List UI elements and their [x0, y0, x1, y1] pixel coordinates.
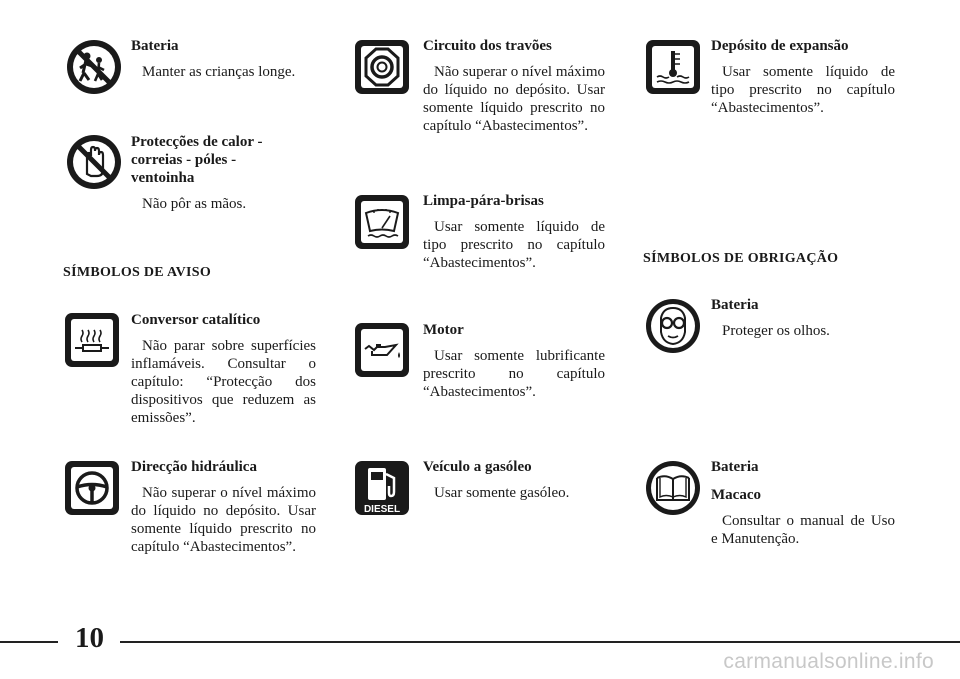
entry-direccao: [131, 458, 316, 556]
entry-title: Limpa-pára-brisas: [423, 193, 544, 209]
entry-title: Conversor catalítico: [131, 312, 261, 328]
hand-prohibited-icon: [66, 134, 122, 190]
windscreen-washer-icon: [354, 194, 410, 250]
page-number: 10: [75, 622, 104, 654]
watermark: carmanualsonline.info: [723, 650, 934, 673]
entry-title: Bateria: [711, 459, 759, 475]
entry-body: Proteger os olhos.: [722, 323, 830, 339]
entry-gasoleo: [423, 458, 605, 502]
entry-body: Usar somente líquido de tipo prescrito no capítulo “Abastecimentos”.: [423, 219, 605, 271]
brake-circuit-icon: [354, 39, 410, 95]
entry-title: Direcção hidráulica: [131, 459, 257, 475]
entry-title-2: Macaco: [711, 487, 761, 503]
entry-limpa: [423, 192, 605, 272]
entry-body: Não superar o nível máximo do líquido no depósito. Usar somente líquido prescrito no capítulo “Abastecimentos”.: [423, 64, 605, 134]
entry-title: Depósito de expansão: [711, 38, 849, 54]
manual-book-icon: [645, 460, 701, 516]
entry-title: Bateria: [131, 38, 179, 54]
children-prohibited-icon: [66, 39, 122, 95]
footer-rule-left: [0, 641, 58, 643]
entry-title: Motor: [423, 322, 464, 338]
coolant-expansion-icon: [645, 39, 701, 95]
entry-title: Circuito dos travões: [423, 38, 552, 54]
entry-bateria-manual: [711, 458, 895, 548]
entry-body: Usar somente líquido de tipo prescrito no capítulo “Abastecimentos”.: [711, 64, 895, 116]
entry-title: Veículo a gasóleo: [423, 459, 532, 475]
entry-body: Manter as crianças longe.: [142, 64, 296, 80]
entry-body: Não parar sobre superfícies inflamáveis. Consultar o capítulo: “Protecção dos dispositivos que reduzem as emissões”.: [131, 338, 316, 426]
entry-body: Não superar o nível máximo do líquido no depósito. Usar somente líquido prescrito no capítulo “Abastecimentos”.: [131, 485, 316, 555]
entry-bateria-criancas: [131, 37, 313, 81]
entry-body: Consultar o manual de Uso e Manutenção.: [711, 513, 895, 547]
engine-oil-icon: [354, 322, 410, 378]
footer-rule-right: [120, 641, 960, 643]
entry-deposito: [711, 37, 895, 117]
entry-body: Não pôr as mãos.: [142, 196, 247, 212]
section-heading-aviso: SÍMBOLOS DE AVISO: [63, 265, 212, 280]
entry-proteccoes: [131, 133, 313, 213]
section-heading-obrigacao: SÍMBOLOS DE OBRIGAÇÃO: [643, 251, 839, 266]
safety-goggles-icon: [645, 298, 701, 354]
diesel-label: DIESEL: [363, 504, 401, 515]
entry-body: Usar somente lubrificante prescrito no capítulo “Abastecimentos”.: [423, 348, 605, 400]
entry-body: Usar somente gasóleo.: [434, 485, 570, 501]
entry-travoes: [423, 37, 605, 135]
entry-motor: [423, 321, 605, 401]
catalytic-converter-icon: [64, 312, 120, 368]
entry-title: Protecções de calor - correias - póles - ventoinha: [131, 134, 263, 186]
diesel-pump-icon: [354, 460, 410, 516]
entry-conversor: [131, 311, 316, 427]
steering-wheel-icon: [64, 460, 120, 516]
entry-bateria-olhos: [711, 296, 895, 340]
entry-title: Bateria: [711, 297, 759, 313]
